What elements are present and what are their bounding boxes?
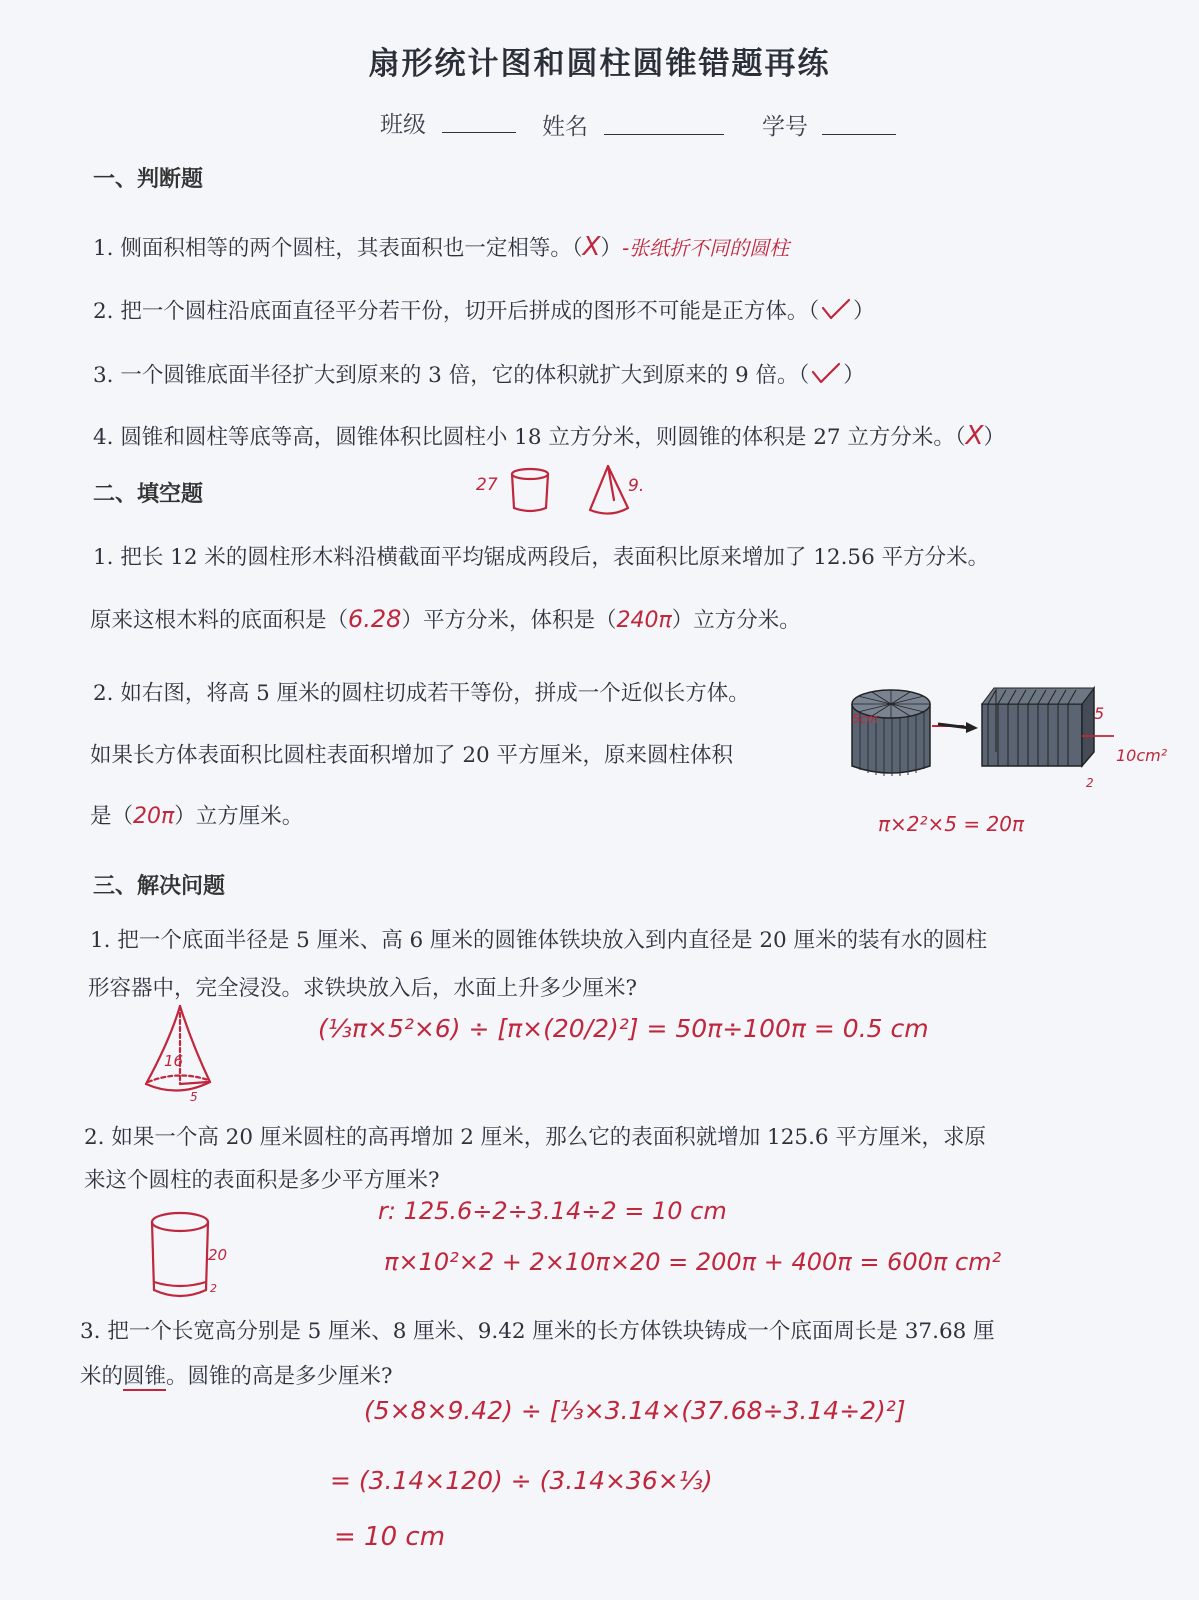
name-blank[interactable] — [604, 134, 724, 135]
judge-q1-text: 1. 侧面积相等的两个圆柱，其表面积也一定相等。（ — [93, 236, 583, 261]
sketch-cyl-label: 27 — [476, 475, 498, 495]
fill-q1-answer2: 240π — [616, 608, 672, 633]
page-title: 扇形统计图和圆柱圆锥错题再练 — [368, 46, 831, 82]
cylinder-h-label: 20 — [208, 1246, 228, 1264]
solve-q2-line1: 2. 如果一个高 20 厘米圆柱的高再增加 2 厘米，那么它的表面积就增加 125.6 平方厘米，求原 — [84, 1125, 986, 1150]
solve-q3-line2 — [80, 1366, 393, 1388]
fill-q1-line2 — [90, 607, 801, 632]
fig-formula: π×2²×5 = 20π — [878, 812, 1024, 836]
fig-5-label: 5 — [1094, 704, 1105, 723]
fig-2-label: 2 — [1086, 776, 1094, 790]
judge-q4-mark: X — [965, 421, 984, 451]
cylinder-sketch-icon — [506, 466, 556, 516]
name-label: 姓名 — [542, 114, 588, 140]
judge-q2-text: 2. 把一个圆柱沿底面直径平分若干份，切开后拼成的图形不可能是正方体。（ — [93, 299, 820, 324]
fill-q1-answer1: 6.28 — [348, 605, 402, 633]
fig-height-label: 5cm — [852, 712, 878, 726]
sketch-cone-label: 9. — [628, 476, 645, 496]
solve-q2-work2: π×10²×2 + 2×10π×20 = 200π + 400π = 600π cm² — [384, 1248, 1002, 1276]
fill-q2-line2: 如果长方体表面积比圆柱表面积增加了 20 平方厘米，原来圆柱体积 — [90, 743, 734, 768]
fill-q1-line1: 1. 把长 12 米的圆柱形木料沿横截面平均锯成两段后，表面积比原来增加了 12.56 平方分米。 — [93, 545, 990, 570]
class-blank[interactable] — [442, 132, 516, 133]
solve-q2-work1: r: 125.6÷2÷3.14÷2 = 10 cm — [378, 1197, 727, 1225]
solve-q3-line1: 3. 把一个长宽高分别是 5 厘米、8 厘米、9.42 厘米的长方体铁块铸成一个底面周长是 37.68 厘 — [80, 1319, 995, 1344]
cone-r-label: 5 — [190, 1090, 198, 1104]
solve-q2-line2: 来这个圆柱的表面积是多少平方厘米? — [84, 1168, 440, 1193]
solve-q1-line1: 1. 把一个底面半径是 5 厘米、高 6 厘米的圆锥体铁块放入到内直径是 20 厘米的装有水的圆柱 — [90, 928, 988, 953]
solve-q1-work: (⅓π×5²×6) ÷ [π×(20/2)²] = 50π÷100π = 0.5 cm — [318, 1014, 929, 1043]
judge-q1 — [93, 234, 789, 260]
cylinder-b-label: 2 — [210, 1282, 217, 1295]
fig-10-label: 10cm² — [1116, 746, 1168, 765]
judge-q3 — [93, 360, 865, 387]
judge-q4 — [93, 423, 1005, 449]
cone-sketch-icon — [584, 462, 634, 518]
solve-q3-work3: = 10 cm — [334, 1522, 446, 1552]
fill-q2-answer: 20π — [133, 804, 175, 829]
solve-q3-text-c: 。圆锥的高是多少厘米? — [166, 1364, 393, 1389]
judge-q3-close: ） — [843, 363, 865, 388]
section-solve: 三、解决问题 — [93, 874, 226, 899]
fill-q2-text-a: 是（ — [90, 804, 134, 829]
section-fill: 二、填空题 — [93, 482, 204, 507]
judge-q4-close: ） — [983, 425, 1005, 450]
fill-q2-line3 — [90, 806, 303, 828]
solve-q3-text-a: 米的 — [80, 1364, 124, 1389]
id-label: 学号 — [762, 114, 808, 140]
judge-q1-mark: X — [582, 232, 601, 262]
judge-q1-close: ） — [600, 236, 622, 261]
fill-q2-line1: 2. 如右图，将高 5 厘米的圆柱切成若干等份，拼成一个近似长方体。 — [93, 681, 750, 706]
fill-q1-text-c: ）立方分米。 — [671, 608, 801, 633]
fill-q1-text-a: 原来这根木料的底面积是（ — [90, 608, 349, 633]
solve-q3-work2: = (3.14×120) ÷ (3.14×36×⅓) — [330, 1466, 713, 1495]
fill-q1-text-b: ）平方分米，体积是（ — [401, 608, 617, 633]
fill-q2-text-b: ）立方厘米。 — [174, 804, 304, 829]
solve-q3-keyword: 圆锥 — [123, 1364, 167, 1389]
judge-q2 — [93, 296, 875, 323]
solve-q3-work1: (5×8×9.42) ÷ [⅓×3.14×(37.68÷3.14÷2)²] — [364, 1396, 906, 1425]
judge-q2-close: ） — [853, 299, 875, 324]
check-icon — [819, 296, 853, 322]
cone-h-label: 16 — [164, 1052, 184, 1070]
section-judge: 一、判断题 — [93, 167, 204, 192]
judge-q4-text: 4. 圆锥和圆柱等底等高，圆锥体积比圆柱小 18 立方分米，则圆锥的体积是 27 立方分米。（ — [93, 425, 966, 450]
cylinder-to-cuboid-figure — [848, 676, 1178, 792]
check-icon — [809, 360, 843, 386]
judge-q1-note: -张纸折不同的圆柱 — [621, 236, 790, 260]
solve-q1-line2: 形容器中，完全浸没。求铁块放入后，水面上升多少厘米? — [88, 976, 638, 1001]
cuboid-icon — [982, 688, 1094, 766]
sliced-cylinder-icon — [852, 690, 930, 776]
class-label: 班级 — [380, 112, 426, 138]
id-blank[interactable] — [822, 134, 896, 135]
judge-q3-text: 3. 一个圆锥底面半径扩大到原来的 3 倍，它的体积就扩大到原来的 9 倍。（ — [93, 363, 810, 388]
